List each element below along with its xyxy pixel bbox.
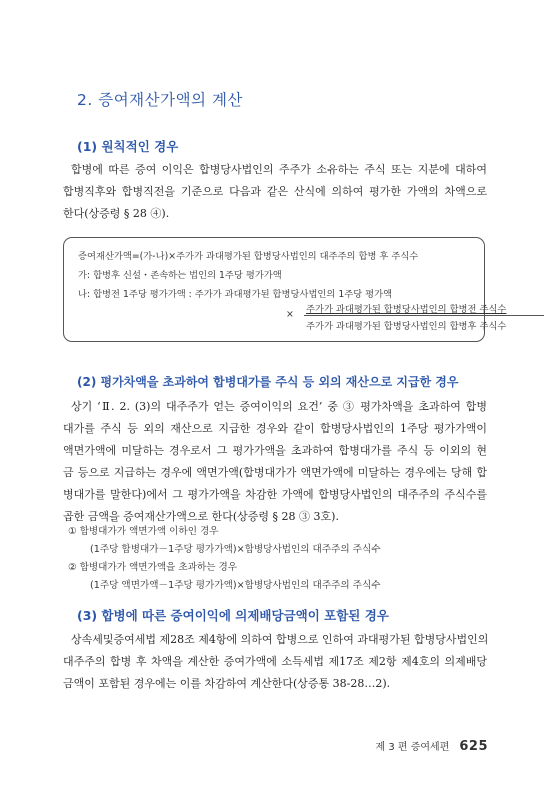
paragraph-line: 상기 ‘Ⅱ. 2. (3)의 대주주가 얻는 증여이익의 요건’ 중 ③ 평가차액을 초과하여 합병 [71, 400, 487, 413]
fraction-denominator: 주가가 과대평가된 합병당사법인의 합병후 주식수 [306, 321, 507, 332]
paragraph-line: 합병에 따른 증여 이익은 합병당사법인의 주주가 소유하는 주식 또는 지분에 대하여 [71, 163, 487, 176]
subsection-1-heading: (1) 원칙적인 경우 [77, 139, 179, 154]
list-item: ② 합병대가가 액면가액을 초과하는 경우 [68, 562, 238, 573]
paragraph-line: 금액이 포함된 경우에는 이를 차감하여 계산한다(상증통 38-28…2). [63, 677, 391, 690]
page-footer [376, 738, 489, 754]
list-item: (1주당 합병대가－1주당 평가가액)×합병당사법인의 대주주의 주식수 [90, 544, 381, 555]
paragraph-line: 곱한 금액을 증여재산가액으로 한다(상증령 § 28 ③ 3호). [63, 510, 339, 523]
list-item: (1주당 액면가액－1주당 평가가액)×합병당사법인의 대주주의 주식수 [90, 580, 381, 591]
paragraph-line: 대주주의 합병 후 차액을 계산한 증여가액에 소득세법 제17조 제2항 제4호의 의제배당 [63, 655, 487, 668]
subsection-3-paragraph [63, 629, 487, 695]
subsection-2-heading: (2) 평가차액을 초과하여 합병대가를 주식 등 외의 재산으로 지급한 경우 [77, 375, 459, 389]
section-title: 2. 증여재산가액의 계산 [77, 91, 243, 109]
formula-box [63, 237, 507, 342]
page-number: 625 [459, 739, 488, 754]
subsection-1-paragraph [63, 159, 487, 225]
footer-part-label: 제 3 편 증여세편 [375, 742, 450, 753]
times-sign: × [286, 309, 294, 320]
paragraph-line: 상속세및증여세법 제28조 제4항에 의하여 합병으로 인하여 과대평가된 합병당사법인의 [71, 633, 489, 646]
formula-line: 가: 합병후 신설・존속하는 법인의 1주당 평가가액 [78, 270, 282, 281]
paragraph-line: 액면가액에 미달하는 경우로서 그 평가가액을 초과하여 합병대가를 주식 등 이외의 현 [63, 444, 487, 457]
paragraph-line: 합병직후와 합병직전을 기준으로 다음과 같은 산식에 의하여 평가한 가액의 차액으로 [63, 185, 487, 198]
paragraph-line: 한다(상증령 § 28 ④). [63, 207, 170, 220]
subsection-3-heading: (3) 합병에 따른 증여이익에 의제배당금액이 포함된 경우 [77, 608, 389, 623]
paragraph-line: 대가를 주식 등 외의 재산으로 지급한 경우와 같이 합병당사법인의 1주당 평가가액이 [63, 422, 487, 435]
list-item: ① 합병대가가 액면가액 이하인 경우 [68, 526, 219, 537]
formula-line: 나: 합병전 1주당 평가가액 : 주가가 과대평가된 합병당사법인의 1주당 평가액 [78, 289, 393, 300]
fraction-bar [304, 315, 544, 316]
paragraph-line: 금 등으로 지급하는 경우에 액면가액(합병대가가 액면가액에 미달하는 경우에는 당해 합 [63, 466, 487, 479]
formula-line: 증여재산가액=(가-나)×주가가 과대평가된 합병당사법인의 대주주의 합병 후 주식수 [78, 251, 419, 262]
fraction-numerator: 주가가 과대평가된 합병당사법인의 합병전 주식수 [306, 304, 507, 315]
subsection-2-paragraph [63, 396, 487, 528]
paragraph-line: 병대가를 말한다)에서 그 평가가액을 차감한 가액에 합병당사법인의 대주주의 주식수를 [63, 488, 487, 501]
